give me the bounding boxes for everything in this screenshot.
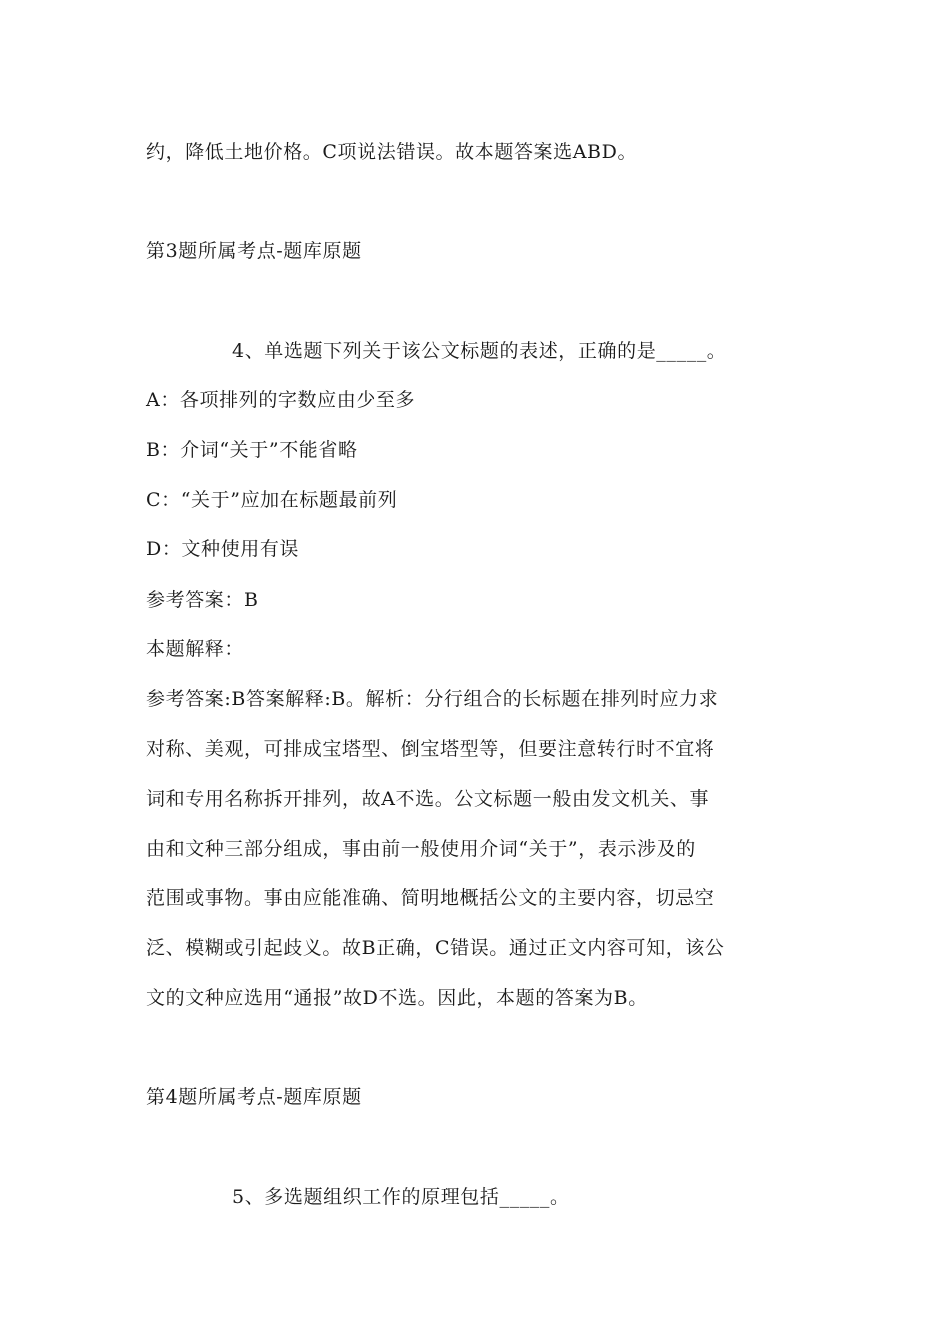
q5-stem: 5、多选题组织工作的原理包括_____。 bbox=[232, 1186, 570, 1208]
q4-option-a: A：各项排列的字数应由少至多 bbox=[146, 389, 416, 411]
q4-option-c: C：“关于”应加在标题最前列 bbox=[146, 489, 398, 511]
q4-explain-label: 本题解释： bbox=[146, 638, 245, 660]
q4-knowledge-point: 第4题所属考点-题库原题 bbox=[146, 1086, 362, 1108]
previous-explanation-tail: 约，降低土地价格。C项说法错误。故本题答案选ABD。 bbox=[146, 141, 638, 163]
q4-explanation-line: 对称、美观，可排成宝塔型、倒宝塔型等，但要注意转行时不宜将 bbox=[146, 738, 715, 760]
q4-explanation-line: 参考答案:B答案解释:B。解析：分行组合的长标题在排列时应力求 bbox=[146, 688, 719, 710]
q4-stem: 4、单选题下列关于该公文标题的表述，正确的是_____。 bbox=[232, 340, 727, 362]
q4-option-b: B：介词“关于”不能省略 bbox=[146, 439, 358, 461]
q4-explanation-line: 文的文种应选用“通报”故D不选。因此，本题的答案为B。 bbox=[146, 987, 648, 1009]
q4-explanation-line: 由和文种三部分组成，事由前一般使用介词“关于”，表示涉及的 bbox=[146, 838, 696, 860]
q3-knowledge-point: 第3题所属考点-题库原题 bbox=[146, 240, 362, 262]
q4-explanation-line: 泛、模糊或引起歧义。故B正确，C错误。通过正文内容可知，该公 bbox=[146, 937, 725, 959]
q4-option-d: D：文种使用有误 bbox=[146, 538, 300, 560]
q4-explanation-line: 词和专用名称拆开排列，故A不选。公文标题一般由发文机关、事 bbox=[146, 788, 710, 810]
q4-explanation-line: 范围或事物。事由应能准确、简明地概括公文的主要内容，切忌空 bbox=[146, 887, 715, 909]
q4-answer: 参考答案：B bbox=[146, 589, 259, 611]
